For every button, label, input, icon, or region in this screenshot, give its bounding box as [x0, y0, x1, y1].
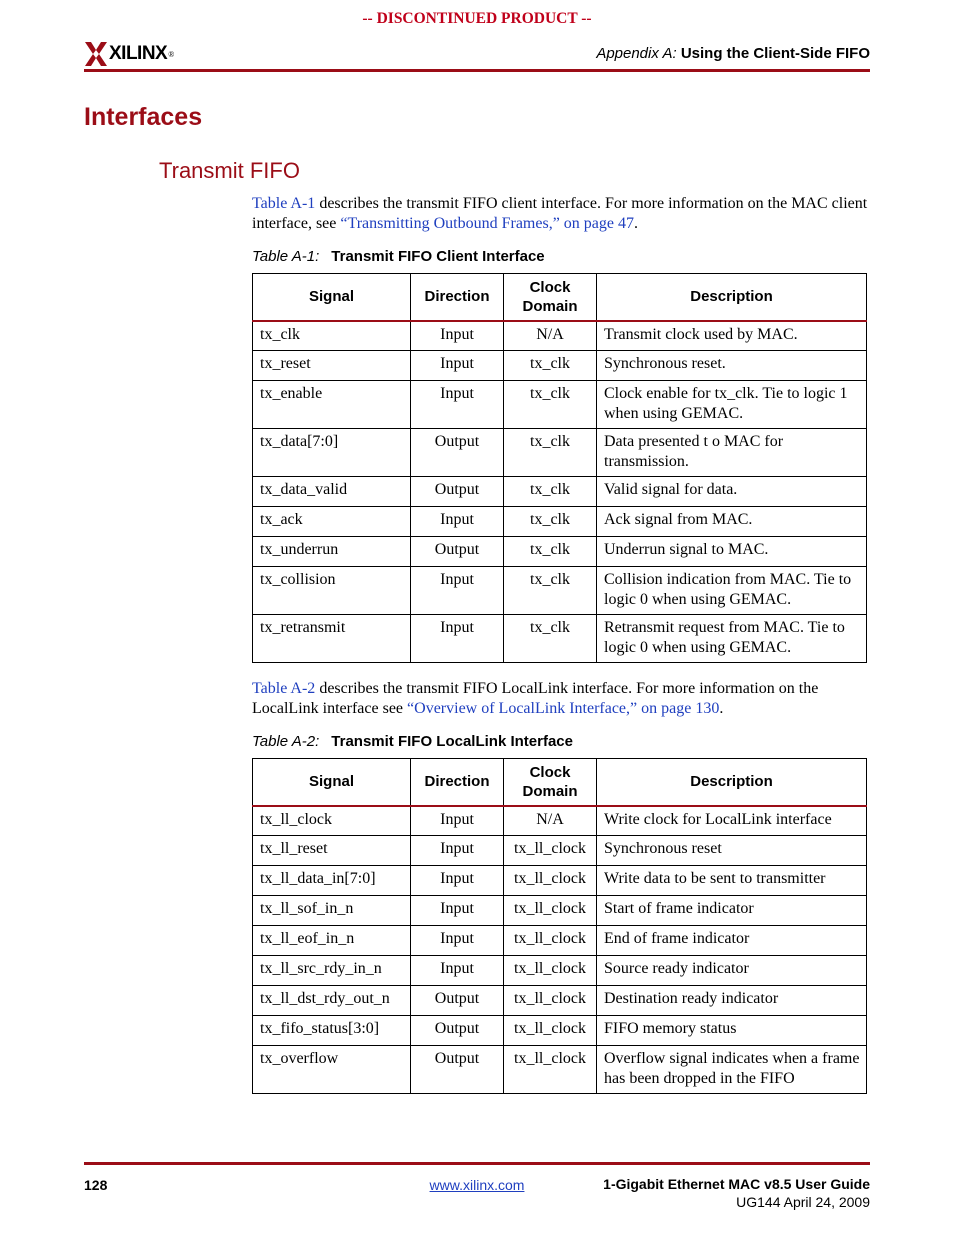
table-row: tx_ll_eof_in_n Input tx_ll_clock End of frame indicator	[253, 926, 867, 956]
column-header-clock-domain: Clock Domain	[504, 274, 597, 321]
table-row: tx_ll_reset Input tx_ll_clock Synchronous reset	[253, 836, 867, 866]
table-row: tx_ll_clock Input N/A Write clock for LocalLink interface	[253, 806, 867, 836]
link-table-a2[interactable]: Table A-2	[252, 680, 316, 697]
section-title: Interfaces	[84, 103, 203, 131]
column-header-description: Description	[597, 274, 867, 321]
table-row: tx_reset Input tx_clk Synchronous reset.	[253, 351, 867, 381]
paragraph-table-a1-intro: Table A-1 describes the transmit FIFO client interface. For more information on the MAC client interface, see “Transmitting Outbound Frames,” on page 47.	[252, 195, 868, 232]
table-row: tx_fifo_status[3:0] Output tx_ll_clock FIFO memory status	[253, 1016, 867, 1046]
table-row: tx_ll_sof_in_n Input tx_ll_clock Start of frame indicator	[253, 896, 867, 926]
footer-rule	[84, 1162, 870, 1165]
table-row: tx_collision Input tx_clk Collision indication from MAC. Tie to logic 0 when using GEMAC.	[253, 567, 867, 615]
table-row: tx_data_valid Output tx_clk Valid signal for data.	[253, 477, 867, 507]
subsection-title: Transmit FIFO	[159, 158, 300, 183]
page-number: 128	[84, 1177, 108, 1193]
table-a2-caption: Table A-2: Transmit FIFO LocalLink Interface	[252, 733, 573, 750]
table-row: tx_overflow Output tx_ll_clock Overflow signal indicates when a frame has been dropped in the FIFO	[253, 1046, 867, 1094]
column-header-description: Description	[597, 759, 867, 806]
logo-wordmark: XILINX	[109, 43, 168, 64]
xilinx-logo-mark-icon	[84, 41, 108, 67]
table-row: tx_retransmit Input tx_clk Retransmit request from MAC. Tie to logic 0 when using GEMAC.	[253, 615, 867, 663]
table-row: tx_clk Input N/A Transmit clock used by MAC.	[253, 321, 867, 351]
header-rule	[84, 69, 870, 72]
column-header-signal: Signal	[253, 759, 411, 806]
footer-guide-title: 1-Gigabit Ethernet MAC v8.5 User Guide	[603, 1176, 870, 1192]
column-header-signal: Signal	[253, 274, 411, 321]
footer-url-link[interactable]: www.xilinx.com	[429, 1177, 525, 1193]
table-row: tx_ll_dst_rdy_out_n Output tx_ll_clock Destination ready indicator	[253, 986, 867, 1016]
link-overview-locallink-interface[interactable]: “Overview of LocalLink Interface,” on page 130	[407, 699, 720, 717]
link-transmitting-outbound-frames[interactable]: “Transmitting Outbound Frames,” on page 47	[340, 214, 634, 232]
column-header-direction: Direction	[411, 759, 504, 806]
table-row: tx_ll_src_rdy_in_n Input tx_ll_clock Source ready indicator	[253, 956, 867, 986]
table-row: tx_enable Input tx_clk Clock enable for tx_clk. Tie to logic 1 when using GEMAC.	[253, 381, 867, 429]
paragraph-table-a2-intro: Table A-2 describes the transmit FIFO LocalLink interface. For more information on the LocalLink interface see “Overview of LocalLink Interface,” on page 130.	[252, 680, 819, 717]
table-row: tx_ack Input tx_clk Ack signal from MAC.	[253, 507, 867, 537]
appendix-title: Using the Client-Side FIFO	[680, 45, 870, 62]
discontinued-banner: -- DISCONTINUED PRODUCT --	[362, 10, 592, 27]
column-header-clock-domain: Clock Domain	[504, 759, 597, 806]
link-table-a1[interactable]: Table A-1	[252, 195, 316, 212]
footer-doc-id: UG144 April 24, 2009	[736, 1194, 870, 1210]
column-header-direction: Direction	[411, 274, 504, 321]
running-header	[596, 45, 870, 62]
appendix-label: Appendix A:	[596, 45, 677, 62]
table-row: tx_data[7:0] Output tx_clk Data presented t o MAC for transmission.	[253, 429, 867, 477]
transmit-fifo-client-interface-table	[252, 273, 867, 663]
table-row: tx_underrun Output tx_clk Underrun signal to MAC.	[253, 537, 867, 567]
table-row: tx_ll_data_in[7:0] Input tx_ll_clock Write data to be sent to transmitter	[253, 866, 867, 896]
registered-mark: ®	[168, 49, 175, 59]
xilinx-logo	[84, 40, 174, 68]
transmit-fifo-locallink-interface-table	[252, 758, 867, 1094]
table-a1-caption: Table A-1: Transmit FIFO Client Interface	[252, 248, 545, 265]
